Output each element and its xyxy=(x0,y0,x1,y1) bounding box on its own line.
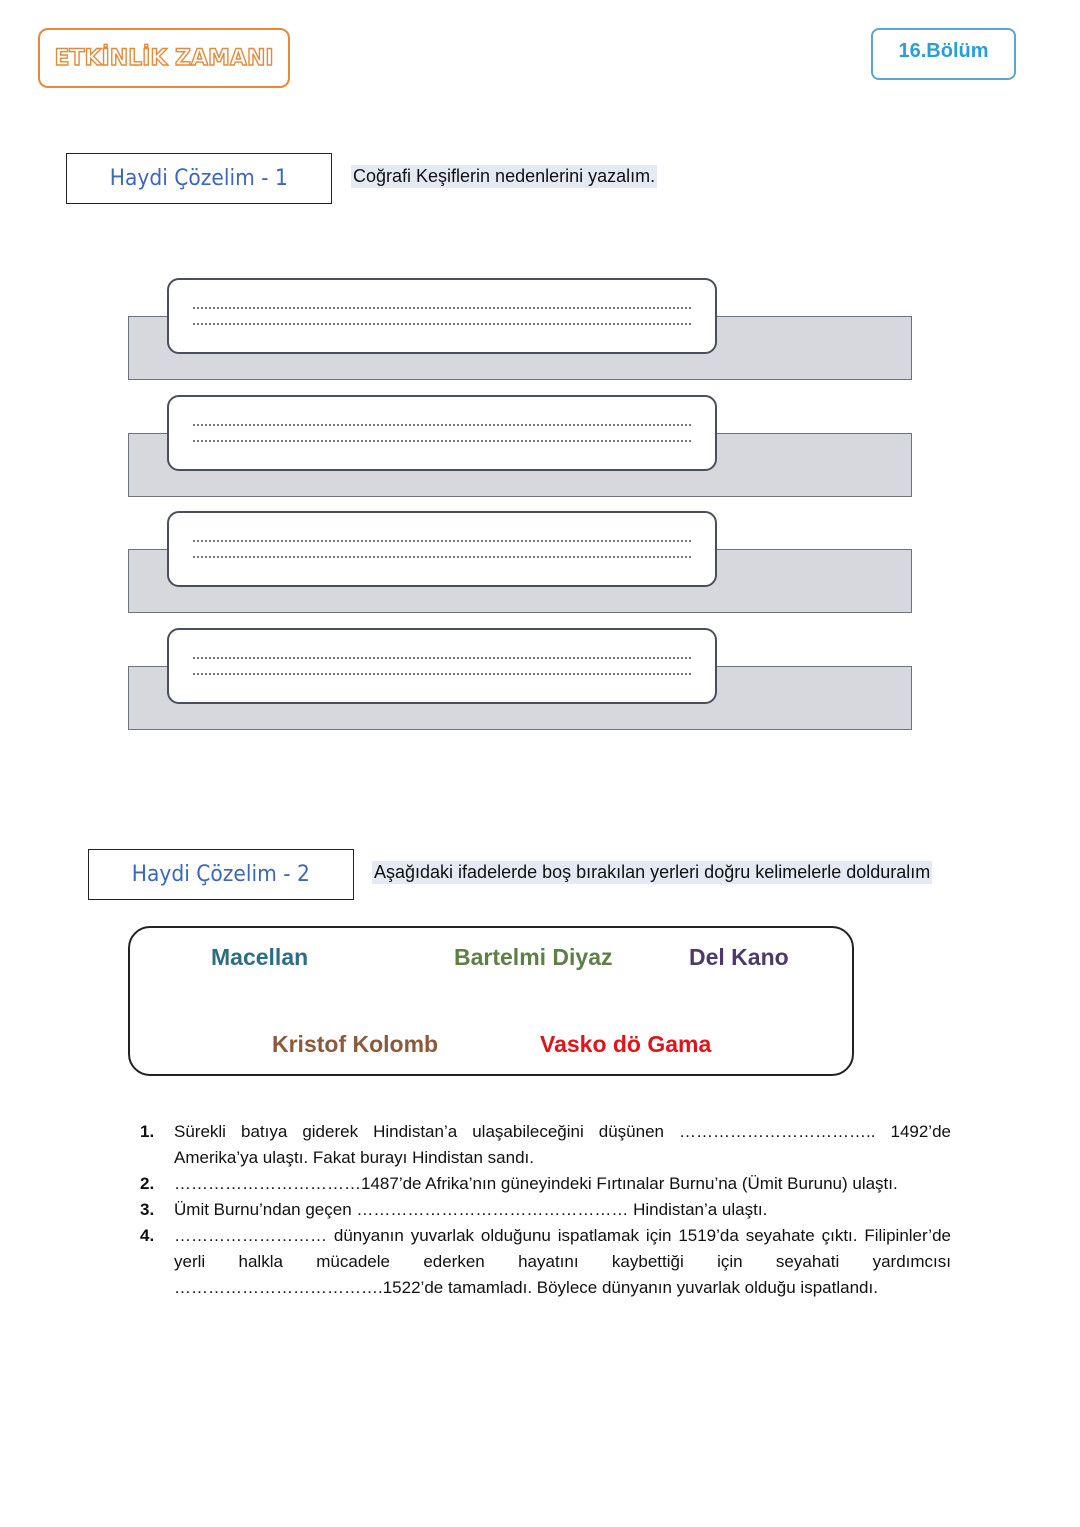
word-bank xyxy=(128,926,854,1076)
answer-line[interactable] xyxy=(193,672,691,675)
question-item xyxy=(140,1223,951,1301)
question-number: 2. xyxy=(140,1174,155,1193)
question-number: 3. xyxy=(140,1200,155,1219)
question-item xyxy=(140,1119,951,1171)
question-text[interactable]: ……………………………1487’de Afrika’nın güneyindeki Fırtınalar Burnu’na (Ümit Burunu) ulaştı. xyxy=(174,1174,898,1193)
answer-card[interactable] xyxy=(167,511,717,587)
part2-label-box xyxy=(88,849,354,900)
answer-line[interactable] xyxy=(193,555,691,558)
question-text[interactable]: ……………………… dünyanın yuvarlak olduğunu ispatlamak için 1519’da seyahate çıktı. Filipinler’de yerli halkla mücadele ederken hayatını kaybettiği için seyahati yardımcısı ……………………………….1522’de tamamladı. Böylece dünyanın yuvarlak olduğu ispatlandı. xyxy=(174,1226,951,1297)
question-number: 1. xyxy=(140,1122,155,1141)
question-number: 4. xyxy=(140,1226,155,1245)
part1-label-box xyxy=(66,153,332,204)
answer-line[interactable] xyxy=(193,656,691,659)
part2-label: Haydi Çözelim - 2 xyxy=(131,862,311,887)
part1-instruction: Coğrafi Keşiflerin nedenlerini yazalım. xyxy=(353,166,656,186)
word-del-kano: Del Kano xyxy=(689,944,789,970)
answer-line[interactable] xyxy=(193,322,691,325)
answer-line[interactable] xyxy=(193,423,691,426)
word-kristof-kolomb: Kristof Kolomb xyxy=(272,1031,439,1057)
answer-line[interactable] xyxy=(193,306,691,309)
question-text[interactable]: Ümit Burnu’ndan geçen ………………………………………… Hindistan’a ulaştı. xyxy=(174,1200,768,1219)
section-badge-label: 16.Bölüm xyxy=(898,39,989,62)
answer-card[interactable] xyxy=(167,395,717,471)
word-bartelmi-diyaz: Bartelmi Diyaz xyxy=(454,944,613,970)
activity-badge-label: ETKİNLİK ZAMANI xyxy=(54,45,274,71)
word-macellan: Macellan xyxy=(211,944,309,970)
question-text[interactable]: Sürekli batıya giderek Hindistan’a ulaşabileceğini düşünen …………………………….. 1492’de Amerika’ya ulaştı. Fakat burayı Hindistan sandı. xyxy=(174,1122,951,1167)
question-item xyxy=(140,1197,951,1223)
part1-label: Haydi Çözelim - 1 xyxy=(109,166,289,191)
word-vasko-do-gama: Vasko dö Gama xyxy=(540,1031,712,1057)
answer-line[interactable] xyxy=(193,539,691,542)
section-badge xyxy=(871,28,1016,80)
part2-instruction: Aşağıdaki ifadelerde boş bırakılan yerleri doğru kelimelerle dolduralım xyxy=(374,862,931,882)
answer-card[interactable] xyxy=(167,628,717,704)
question-list xyxy=(140,1119,951,1301)
question-item xyxy=(140,1171,951,1197)
activity-badge xyxy=(38,28,290,88)
answer-card[interactable] xyxy=(167,278,717,354)
answer-line[interactable] xyxy=(193,439,691,442)
